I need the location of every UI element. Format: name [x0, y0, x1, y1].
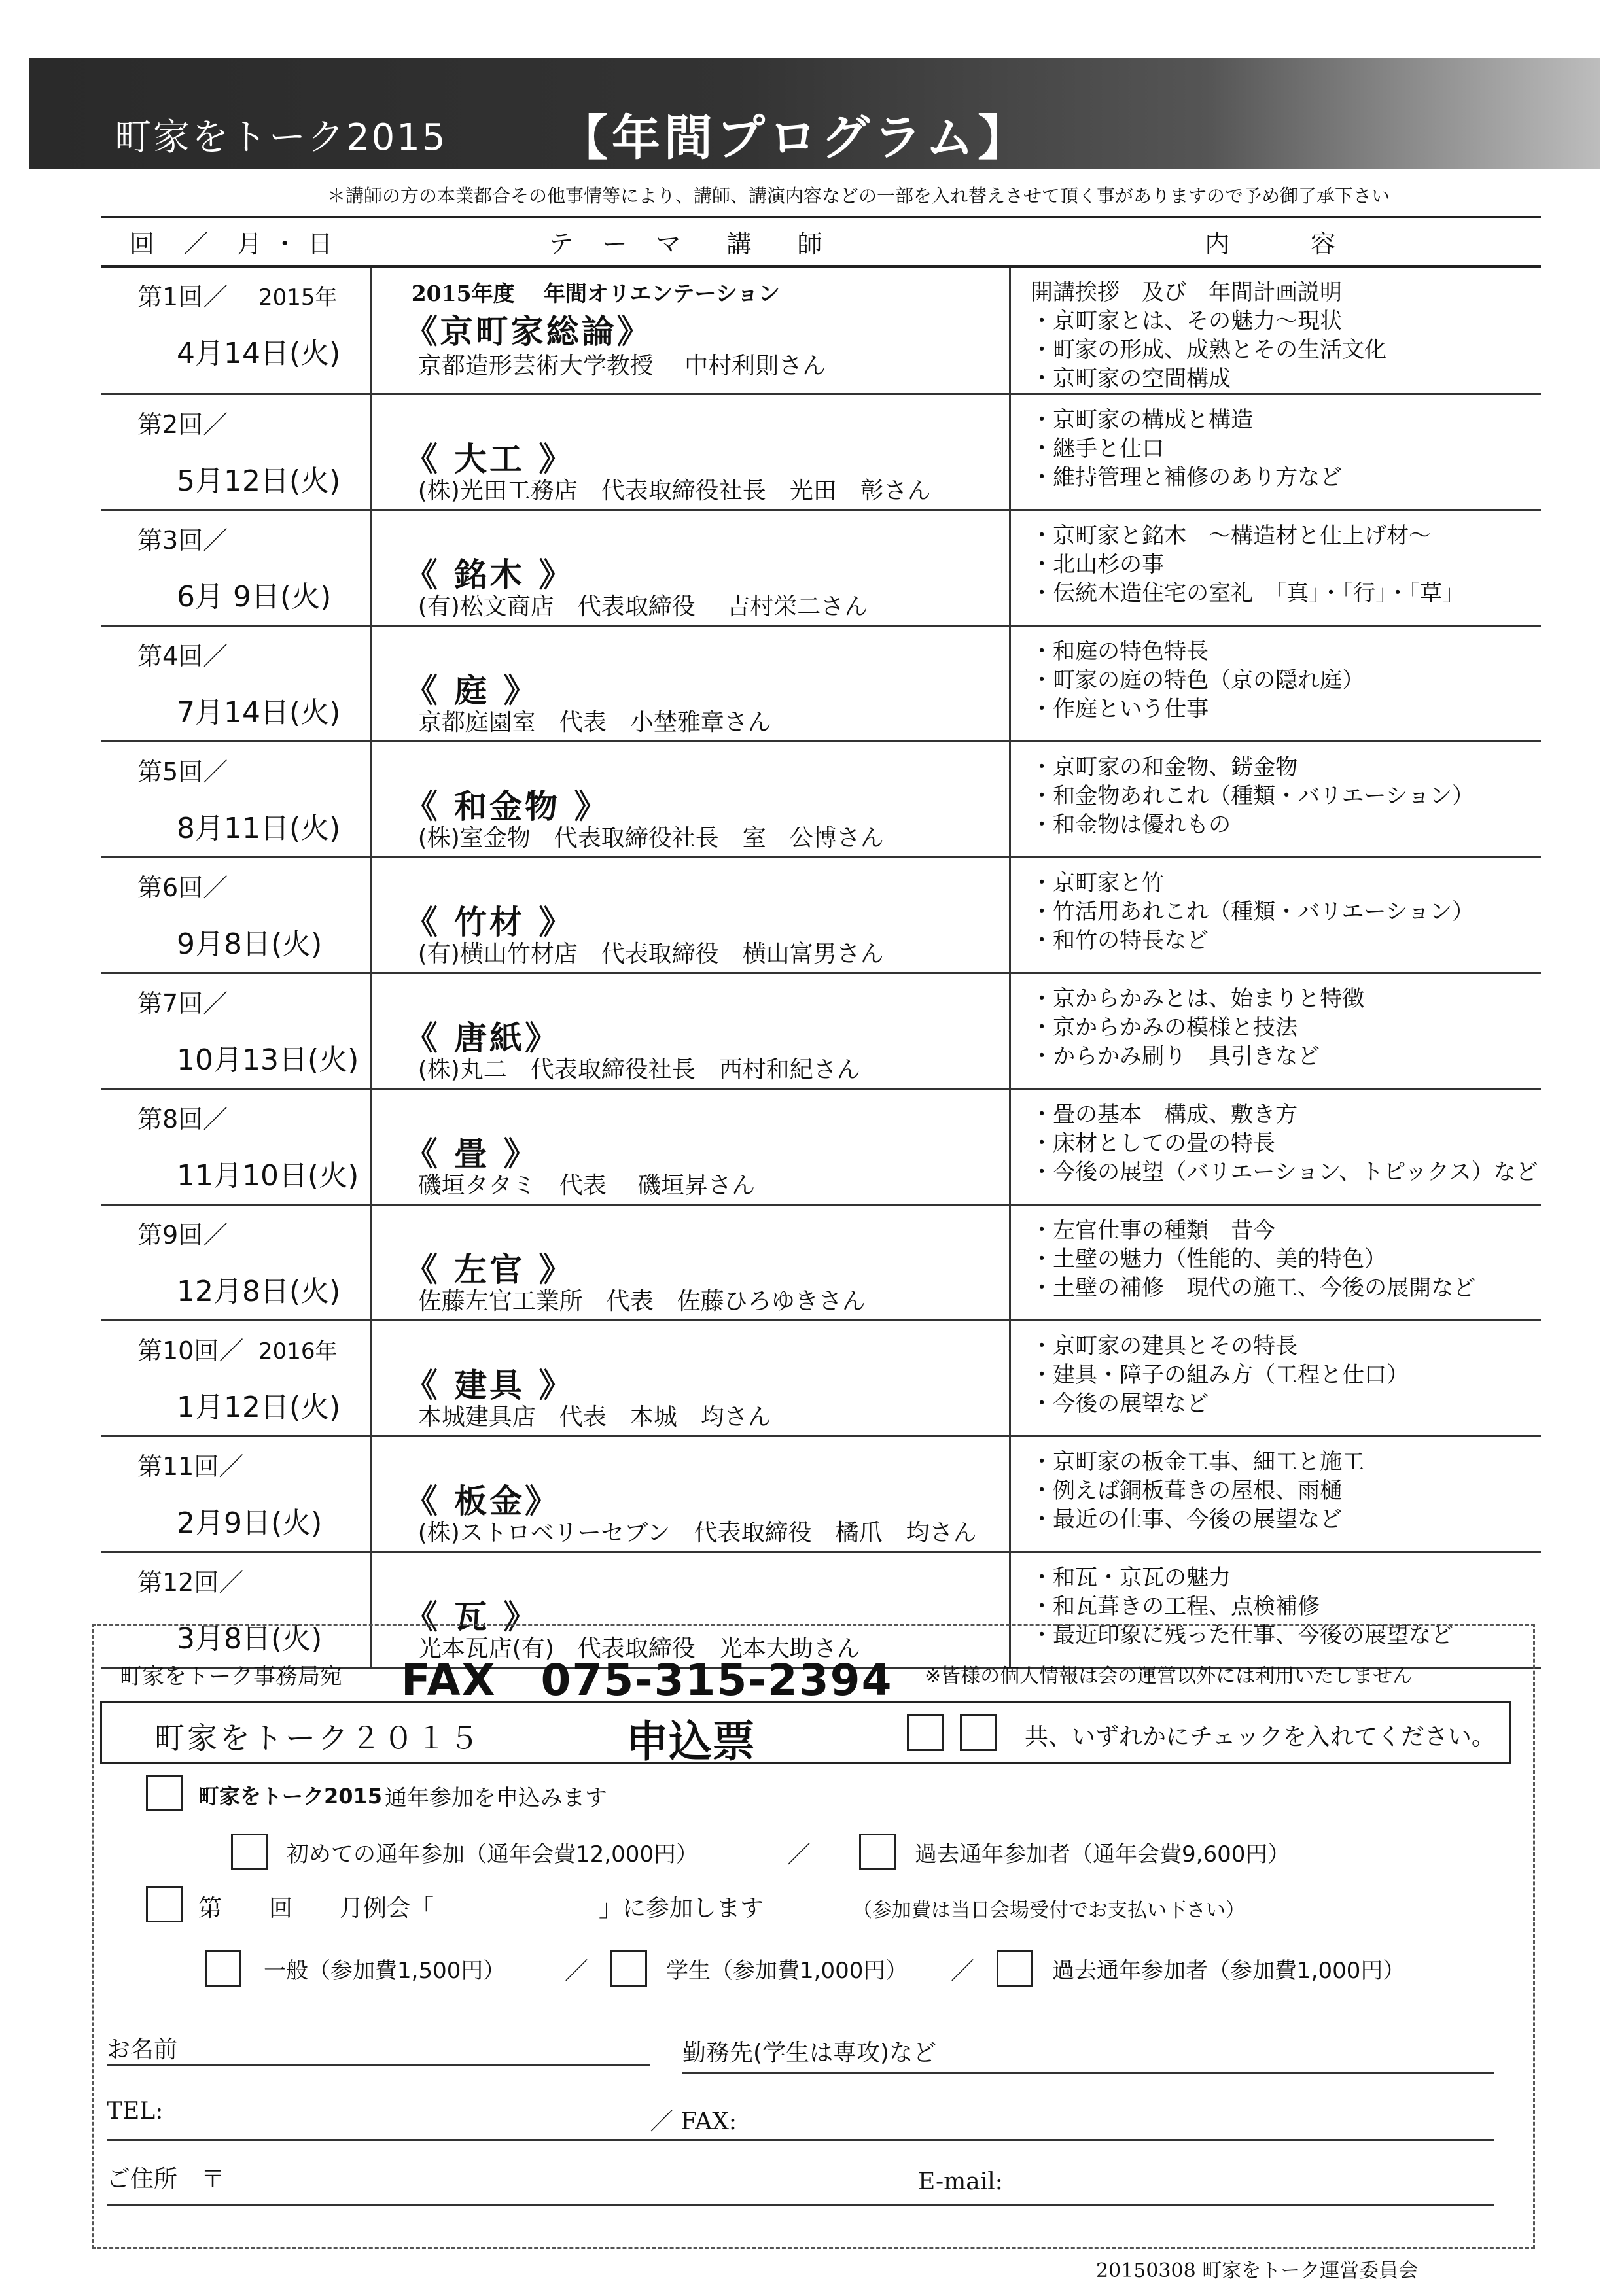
- table-row: [101, 626, 1541, 742]
- address-email-field[interactable]: [107, 2204, 1494, 2206]
- past-annual-option: 過去通年参加者（通年会費9,600円）: [915, 1841, 1290, 1868]
- fax-label: ／ FAX:: [650, 2108, 737, 2135]
- theme-title: 《 左官 》: [404, 1251, 574, 1289]
- lecturer: 京都庭園室 代表 小埜雅章さん: [417, 709, 771, 736]
- office-label: 町家をトーク事務局宛: [120, 1663, 342, 1690]
- content-list: [1031, 753, 1541, 839]
- theme-subtitle: 2015年度 年間オリエンテーション: [411, 281, 781, 306]
- monthly-label: 第 回 月例会「 」に参加します: [198, 1895, 764, 1922]
- table-row: [101, 266, 1541, 394]
- content-item: ・ 京町家の空間構成: [1031, 364, 1541, 393]
- content-cell: [1010, 973, 1541, 1089]
- content-item: ・ 京町家の構成と構造: [1031, 406, 1541, 434]
- content-item: ・ 京町家と銘木 ～構造材と仕上げ材～: [1031, 521, 1541, 550]
- past-monthly-checkbox[interactable]: [997, 1950, 1033, 1987]
- content-item: ・ 竹活用あれこれ（種類・バリエーション）: [1031, 897, 1541, 926]
- content-item: ・ 京町家の建具とその特長: [1031, 1332, 1541, 1361]
- annual-label: 通年参加を申込みます: [385, 1785, 607, 1811]
- content-item: ・ 伝統木造住宅の室礼 「真」・「行」・「草」: [1031, 579, 1541, 608]
- content-list: [1031, 1100, 1541, 1187]
- session-cell: [101, 1089, 371, 1205]
- checkbox-example-2: [960, 1714, 997, 1751]
- session-date: 2月9日(火): [177, 1506, 323, 1540]
- lecturer: 磯垣タタミ 代表 磯垣昇さん: [417, 1172, 756, 1199]
- header-theme: テ ー マ 講 師: [371, 217, 1010, 267]
- session-cell: [101, 858, 371, 973]
- content-item: ・ 和瓦葺きの工程、点検補修: [1031, 1592, 1541, 1621]
- session-date: 11月10日(火): [177, 1159, 359, 1192]
- check-note: 共、いずれかにチェックを入れてください。: [1025, 1724, 1495, 1750]
- lecturer: (株)室金物 代表取締役社長 室 公博さん: [417, 825, 884, 852]
- session-date: 1月12日(火): [177, 1391, 341, 1424]
- content-item: ・ 京からかみの模様と技法: [1031, 1013, 1541, 1042]
- theme-cell: [371, 1089, 1010, 1205]
- content-item: ・ 最近印象に残った仕事、今後の展望など: [1031, 1621, 1541, 1650]
- banner-series: 町家をトーク2015: [115, 116, 448, 159]
- content-item: ・ 床材としての畳の特長: [1031, 1129, 1541, 1158]
- theme-title: 《 庭 》: [404, 672, 539, 710]
- session-date: 5月12日(火): [177, 464, 341, 498]
- table-header: [101, 217, 1541, 267]
- content-item: ・ 京町家とは、その魅力～現状: [1031, 307, 1541, 336]
- content-item: ・ 和庭の特色特長: [1031, 637, 1541, 666]
- content-item: ・ 和竹の特長など: [1031, 926, 1541, 955]
- session-number: 第5回／: [137, 757, 228, 786]
- lecturer: 京都造形芸術大学教授 中村利則さん: [417, 353, 826, 379]
- session-year: 2015年: [258, 285, 338, 311]
- fax-number: FAX 075-315-2394: [401, 1655, 893, 1705]
- banner-title: 【年間プログラム】: [559, 110, 1031, 166]
- form-title-box: [100, 1701, 1511, 1767]
- first-time-checkbox[interactable]: [231, 1834, 268, 1870]
- session-cell: [101, 394, 371, 510]
- lecturer: (有)横山竹材店 代表取締役 横山富男さん: [417, 941, 884, 967]
- form-series: 町家をトーク２０１５: [154, 1720, 482, 1756]
- work-label: 勤務先(学生は専攻)など: [682, 2040, 937, 2066]
- theme-cell: [371, 1321, 1010, 1436]
- theme-title: 《京町家総論》: [404, 313, 652, 351]
- title-banner: [29, 58, 1600, 169]
- content-cell: [1010, 394, 1541, 510]
- content-item: ・ 京町家の和金物、錺金物: [1031, 753, 1541, 782]
- option-separator: ／: [565, 1958, 589, 1985]
- content-item: ・ 今後の展望（バリエーション、トピックス）など: [1031, 1158, 1541, 1187]
- session-number: 第10回／: [137, 1336, 244, 1365]
- theme-title: 《 竹材 》: [404, 903, 574, 941]
- session-date: 8月11日(火): [177, 812, 341, 845]
- table-row: [101, 1321, 1541, 1436]
- table-row: [101, 858, 1541, 973]
- theme-cell: [371, 266, 1010, 394]
- content-list: [1031, 307, 1541, 393]
- content-item: ・ 最近の仕事、今後の展望など: [1031, 1505, 1541, 1534]
- session-date: 7月14日(火): [177, 696, 341, 729]
- content-item: ・ 今後の展望など: [1031, 1389, 1541, 1418]
- header-content: 内 容: [1010, 217, 1541, 267]
- content-item: ・ 例えば銅板葺きの屋根、雨樋: [1031, 1476, 1541, 1505]
- session-date: 6月 9日(火): [177, 580, 332, 614]
- session-cell: [101, 626, 371, 742]
- content-list: [1031, 984, 1541, 1071]
- content-item: ・ 北山杉の事: [1031, 550, 1541, 579]
- theme-cell: [371, 394, 1010, 510]
- content-cell: [1010, 266, 1541, 394]
- privacy-note: ※皆様の個人情報は会の運営以外には利用いたしません: [925, 1665, 1413, 1688]
- session-number: 第6回／: [137, 873, 228, 902]
- theme-title: 《 唐紙》: [404, 1019, 561, 1057]
- session-date: 12月8日(火): [177, 1275, 341, 1308]
- content-list: [1031, 1216, 1541, 1302]
- session-number: 第12回／: [137, 1568, 244, 1597]
- content-item: ・ 土壁の魅力（性能的、美的特色）: [1031, 1245, 1541, 1274]
- content-item: ・ 維持管理と補修のあり方など: [1031, 463, 1541, 492]
- content-item: ・ からかみ刷り 具引きなど: [1031, 1042, 1541, 1071]
- content-item: ・ 京町家の板金工事、細工と施工: [1031, 1448, 1541, 1476]
- content-item: ・ 建具・障子の組み方（工程と仕口）: [1031, 1361, 1541, 1389]
- name-field[interactable]: [107, 2064, 650, 2066]
- content-item: ・ 継手と仕口: [1031, 434, 1541, 463]
- theme-title: 《 瓦 》: [404, 1598, 539, 1636]
- monthly-note: （参加費は当日会場受付でお支払い下さい）: [853, 1899, 1245, 1922]
- content-item: ・ 町家の形成、成熟とその生活文化: [1031, 336, 1541, 364]
- table-row: [101, 1436, 1541, 1552]
- session-number: 第7回／: [137, 989, 228, 1018]
- content-item: ・ 京町家と竹: [1031, 869, 1541, 897]
- content-item: ・ 和金物あれこれ（種類・バリエーション）: [1031, 782, 1541, 810]
- theme-title: 《 畳 》: [404, 1135, 539, 1173]
- content-cell: [1010, 510, 1541, 626]
- content-heading: 開講挨拶 及び 年間計画説明: [1031, 279, 1343, 305]
- session-cell: [101, 742, 371, 858]
- content-cell: [1010, 626, 1541, 742]
- table-row: [101, 1205, 1541, 1321]
- notice-text: ＊講師の方の本業都合その他事情等により、講師、講演内容などの一部を入れ替えさせて頂く事がありますので予め御了承下さい: [327, 185, 1390, 207]
- table-row: [101, 742, 1541, 858]
- theme-title: 《 大工 》: [404, 440, 574, 478]
- session-number: 第11回／: [137, 1452, 244, 1481]
- lecturer: (株)丸二 代表取締役社長 西村和紀さん: [417, 1056, 860, 1083]
- work-field[interactable]: [682, 2072, 1494, 2074]
- lecturer: (有)松文商店 代表取締役 吉村栄二さん: [417, 593, 868, 620]
- email-label: E-mail:: [918, 2168, 1003, 2195]
- session-date: 4月14日(火): [177, 337, 341, 370]
- content-item: ・ 作庭という仕事: [1031, 695, 1541, 723]
- option-separator: ／: [787, 1841, 811, 1868]
- content-list: [1031, 1332, 1541, 1418]
- annual-checkbox[interactable]: [146, 1775, 183, 1811]
- checkbox-example-1: [907, 1714, 944, 1751]
- content-list: [1031, 869, 1541, 955]
- content-item: ・ 町家の庭の特色（京の隠れ庭）: [1031, 666, 1541, 695]
- theme-title: 《 建具 》: [404, 1366, 574, 1404]
- header-date: 回 ／ 月・日: [101, 217, 371, 267]
- content-cell: [1010, 1436, 1541, 1552]
- session-date: 3月8日(火): [177, 1622, 323, 1656]
- program-rows: [101, 266, 1541, 1668]
- annual-series: 町家をトーク2015: [198, 1784, 383, 1809]
- lecturer: 佐藤左官工業所 代表 佐藤ひろゆきさん: [417, 1288, 866, 1315]
- general-option: 一般（参加費1,500円）: [264, 1958, 506, 1984]
- address-label: ご住所 〒: [107, 2166, 225, 2193]
- session-cell: [101, 1321, 371, 1436]
- session-year: 2016年: [258, 1338, 338, 1365]
- content-item: ・ 土壁の補修 現代の施工、今後の展開など: [1031, 1274, 1541, 1302]
- monthly-checkbox[interactable]: [146, 1886, 183, 1922]
- content-cell: [1010, 858, 1541, 973]
- theme-cell: [371, 626, 1010, 742]
- content-cell: [1010, 1089, 1541, 1205]
- name-label: お名前: [107, 2036, 178, 2063]
- theme-cell: [371, 1205, 1010, 1321]
- session-number: 第1回／: [137, 283, 228, 311]
- tel-label: TEL:: [107, 2098, 164, 2125]
- option-separator: ／: [951, 1958, 975, 1985]
- content-cell: [1010, 1205, 1541, 1321]
- session-number: 第9回／: [137, 1221, 228, 1249]
- content-cell: [1010, 1321, 1541, 1436]
- student-checkbox[interactable]: [610, 1950, 647, 1987]
- table-row: [101, 1089, 1541, 1205]
- first-time-option: 初めての通年参加（通年会費12,000円）: [287, 1841, 698, 1868]
- table-row: [101, 973, 1541, 1089]
- program-table: [101, 216, 1541, 1669]
- content-list: [1031, 406, 1541, 492]
- session-number: 第2回／: [137, 410, 228, 439]
- theme-title: 《 板金》: [404, 1482, 561, 1520]
- past-annual-checkbox[interactable]: [859, 1834, 896, 1870]
- content-item: ・ 京からかみとは、始まりと特徴: [1031, 984, 1541, 1013]
- past-monthly-option: 過去通年参加者（参加費1,000円）: [1052, 1958, 1405, 1984]
- theme-cell: [371, 510, 1010, 626]
- content-cell: [1010, 742, 1541, 858]
- form-title: 申込票: [626, 1716, 755, 1767]
- content-item: ・ 和瓦・京瓦の魅力: [1031, 1563, 1541, 1592]
- content-item: ・ 左官仕事の種類 昔今: [1031, 1216, 1541, 1245]
- session-cell: [101, 266, 371, 394]
- content-list: [1031, 1448, 1541, 1534]
- theme-cell: [371, 973, 1010, 1089]
- theme-title: 《 銘木 》: [404, 556, 574, 594]
- theme-title: 《 和金物 》: [404, 788, 610, 826]
- content-list: [1031, 637, 1541, 723]
- session-number: 第4回／: [137, 642, 228, 670]
- footer-credit: 20150308 町家をトーク運営委員会: [1096, 2259, 1419, 2282]
- content-list: [1031, 521, 1541, 608]
- application-form: [92, 1624, 1535, 2249]
- lecturer: 本城建具店 代表 本城 均さん: [417, 1404, 771, 1431]
- student-option: 学生（参加費1,000円）: [666, 1958, 908, 1984]
- session-date: 10月13日(火): [177, 1043, 359, 1077]
- lecturer: (株)ストロベリーセブン 代表取締役 橘爪 均さん: [417, 1520, 977, 1546]
- theme-cell: [371, 742, 1010, 858]
- session-cell: [101, 1436, 371, 1552]
- table-row: [101, 510, 1541, 626]
- tel-fax-field[interactable]: [107, 2139, 1494, 2141]
- theme-cell: [371, 858, 1010, 973]
- content-item: ・ 畳の基本 構成、敷き方: [1031, 1100, 1541, 1129]
- session-cell: [101, 510, 371, 626]
- lecturer: (株)光田工務店 代表取締役社長 光田 彰さん: [417, 478, 931, 504]
- session-number: 第3回／: [137, 526, 228, 555]
- content-item: ・ 和金物は優れもの: [1031, 810, 1541, 839]
- session-date: 9月8日(火): [177, 928, 323, 961]
- table-row: [101, 394, 1541, 510]
- session-cell: [101, 1205, 371, 1321]
- theme-cell: [371, 1436, 1010, 1552]
- session-number: 第8回／: [137, 1105, 228, 1134]
- general-checkbox[interactable]: [205, 1950, 241, 1987]
- lecturer: 光本瓦店(有) 代表取締役 光本大助さん: [417, 1635, 860, 1662]
- session-cell: [101, 973, 371, 1089]
